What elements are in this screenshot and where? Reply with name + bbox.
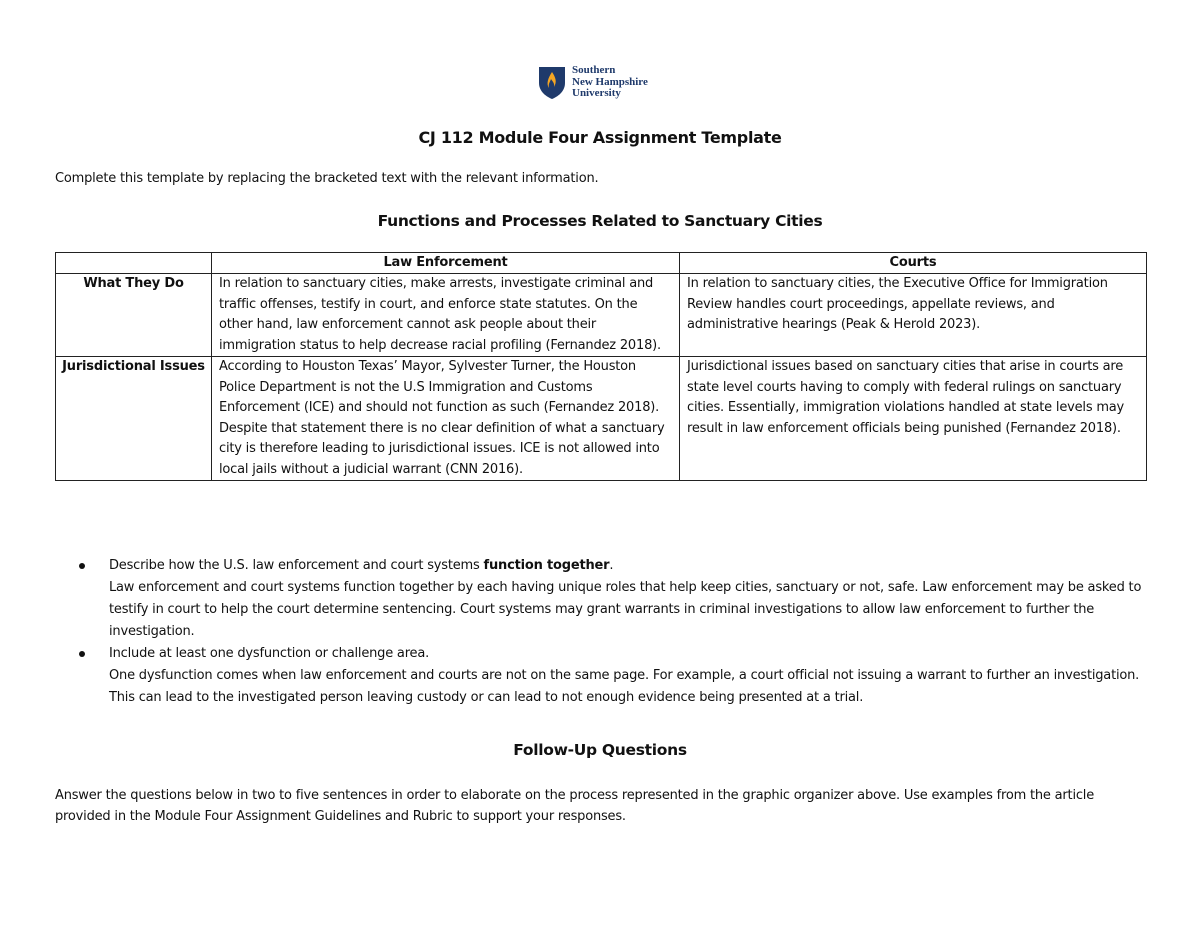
logo-wordmark: [572, 65, 648, 100]
list-item: [79, 555, 1149, 643]
bullet-response: Law enforcement and court systems function together by each having unique roles that help keep cities, sanctuary or not, safe. Law enforcement may be asked to testify in court to help the court determine sentencing. Court systems may grant warrants in criminal investigations to allow law enforcement to further the investigation.: [109, 580, 1142, 639]
bullet-prompt-end: .: [609, 558, 614, 573]
followup-instructions: Answer the questions below in two to five sentences in order to elaborate on the process represented in the graphic organizer above. Use examples from the article provided in the Module Four Assignment Guidelines and Rubric to support your responses.: [55, 788, 1095, 824]
bullet-prompt: Include at least one dysfunction or challenge area.: [109, 646, 430, 661]
bullet-icon: [79, 563, 85, 569]
logo-line-2: New Hampshire: [572, 75, 648, 88]
row-label-what-they-do: What They Do: [56, 274, 212, 357]
bullet-list: [79, 555, 1149, 709]
table-header-courts: Courts: [680, 253, 1147, 274]
cell-law-enforcement-jurisdictional: According to Houston Texas’ Mayor, Sylvester Turner, the Houston Police Department is not the U.S Immigration and Customs Enforcement (ICE) and should not function as such (Fernandez 2018). Despite that statement there is no clear definition of what a sanctuary city is therefore leading to jurisdictional issues. ICE is not allowed into local jails without a judicial warrant (CNN 2016).: [212, 357, 680, 481]
bullet-prompt-text: Describe how the U.S. law enforcement and court systems: [109, 558, 484, 573]
shield-flame-icon: [538, 66, 566, 100]
logo-line-1: Southern: [572, 64, 616, 76]
cell-courts-jurisdictional: Jurisdictional issues based on sanctuary cities that arise in courts are state level courts having to comply with federal rulings on sanctuary cities. Essentially, immigration violations handled at state levels may result in law enforcement officials being punished (Fernandez 2018).: [680, 357, 1147, 481]
university-logo: [538, 66, 648, 100]
list-item: [79, 643, 1149, 709]
bullet-response: One dysfunction comes when law enforcement and courts are not on the same page. For example, a court official not issuing a warrant to further an investigation. This can lead to the investigated person leaving custody or can lead to not enough evidence being presented at a trial.: [109, 668, 1140, 705]
cell-courts-what: In relation to sanctuary cities, the Executive Office for Immigration Review handles court proceedings, appellate reviews, and administrative hearings (Peak & Herold 2023).: [680, 274, 1147, 357]
section-heading-followup: Follow-Up Questions: [513, 741, 687, 759]
instructions-text: Complete this template by replacing the bracketed text with the relevant information.: [55, 171, 599, 186]
functions-table: [55, 252, 1147, 481]
table-header-law-enforcement: Law Enforcement: [212, 253, 680, 274]
table-header-blank: [56, 253, 212, 274]
row-label-jurisdictional: Jurisdictional Issues: [56, 357, 212, 481]
bullet-icon: [79, 651, 85, 657]
document-title: CJ 112 Module Four Assignment Template: [418, 128, 782, 147]
table-row: [56, 274, 1147, 357]
bullet-prompt: [109, 555, 1149, 577]
cell-law-enforcement-what: In relation to sanctuary cities, make arrests, investigate criminal and traffic offenses, testify in court, and enforce state statutes. On the other hand, law enforcement cannot ask people about their immigration status to help decrease racial profiling (Fernandez 2018).: [212, 274, 680, 357]
section-heading-functions: Functions and Processes Related to Sanctuary Cities: [377, 212, 823, 230]
logo-line-3: University: [572, 87, 621, 99]
table-row: [56, 357, 1147, 481]
bullet-prompt-bold: function together: [483, 558, 610, 573]
table-header-row: [56, 253, 1147, 274]
